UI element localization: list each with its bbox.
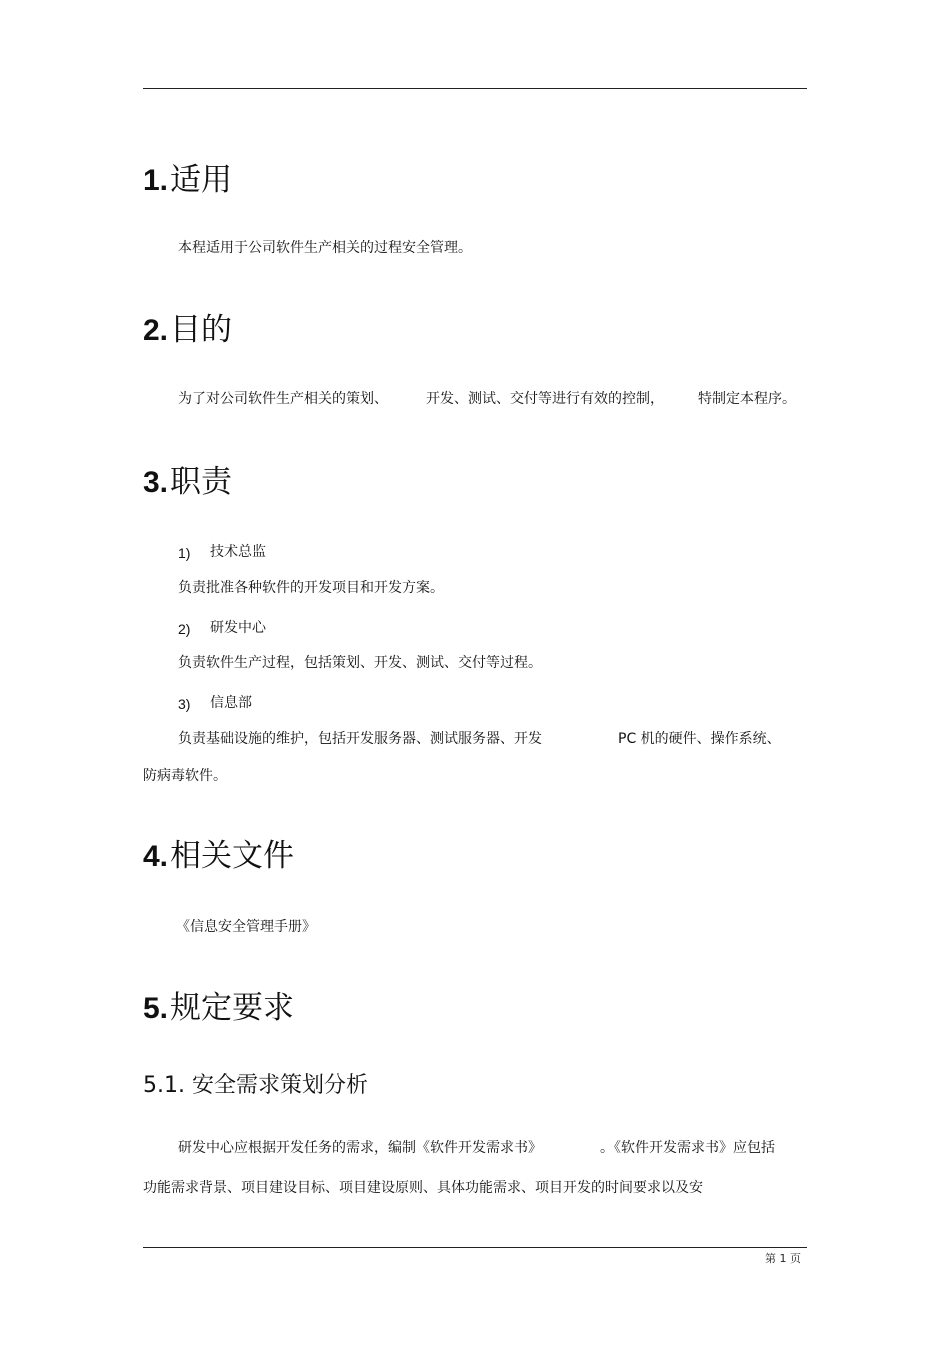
subsection-5-1-heading: 5.1. 安全需求策划分析: [143, 1073, 368, 1098]
section-3-heading: [143, 464, 232, 501]
section-1-body: 本程适用于公司软件生产相关的过程安全管理。: [178, 240, 472, 256]
section-2-number: 2.: [143, 314, 169, 347]
section-5-heading: [143, 990, 294, 1027]
list-item-label: 信息部: [210, 695, 252, 711]
section-2-body-part2: 开发、测试、交付等进行有效的控制，: [426, 391, 664, 407]
section-3-title: 职责: [170, 464, 233, 500]
section-1-heading: [143, 162, 232, 199]
footer-rule: [143, 1247, 807, 1248]
subsection-5-1-line1-part2: 。《软件开发需求书》应包括: [600, 1140, 775, 1156]
list-item-desc-line2: 防病毒软件。: [143, 768, 227, 784]
list-item-number: 3): [178, 696, 191, 712]
subsection-5-1-line2: 功能需求背景、项目建设目标、项目建设原则、具体功能需求、项目开发的时间要求以及安: [143, 1180, 703, 1196]
section-5-number: 5.: [143, 992, 169, 1025]
list-item-number: 2): [178, 621, 191, 637]
page-number: 第 1 页: [765, 1252, 801, 1265]
section-1-title: 适用: [170, 162, 233, 198]
section-1-number: 1.: [143, 164, 169, 197]
section-2-title: 目的: [170, 312, 233, 348]
list-item-desc-cont: PC 机的硬件、操作系统、: [618, 731, 781, 747]
list-item-desc: 负责软件生产过程，包括策划、开发、测试、交付等过程。: [178, 655, 542, 671]
subsection-5-1-line1-part1: 研发中心应根据开发任务的需求，编制《软件开发需求书》: [178, 1140, 542, 1156]
list-item-label: 技术总监: [210, 544, 266, 560]
section-2-body-part3: 特制定本程序。: [698, 391, 796, 407]
section-2-heading: [143, 312, 232, 349]
section-4-number: 4.: [143, 840, 169, 873]
list-item-label: 研发中心: [210, 620, 266, 636]
section-2-body-part1: 为了对公司软件生产相关的策划、: [178, 391, 388, 407]
section-3-number: 3.: [143, 466, 169, 499]
section-4-body: 《信息安全管理手册》: [176, 919, 316, 935]
section-5-title: 规定要求: [170, 990, 295, 1026]
list-item-desc: 负责批准各种软件的开发项目和开发方案。: [178, 580, 444, 596]
section-4-title: 相关文件: [170, 838, 295, 874]
list-item-number: 1): [178, 545, 191, 561]
header-rule: [143, 88, 807, 89]
section-4-heading: [143, 838, 294, 875]
list-item-desc: 负责基础设施的维护，包括开发服务器、测试服务器、开发: [178, 731, 542, 747]
